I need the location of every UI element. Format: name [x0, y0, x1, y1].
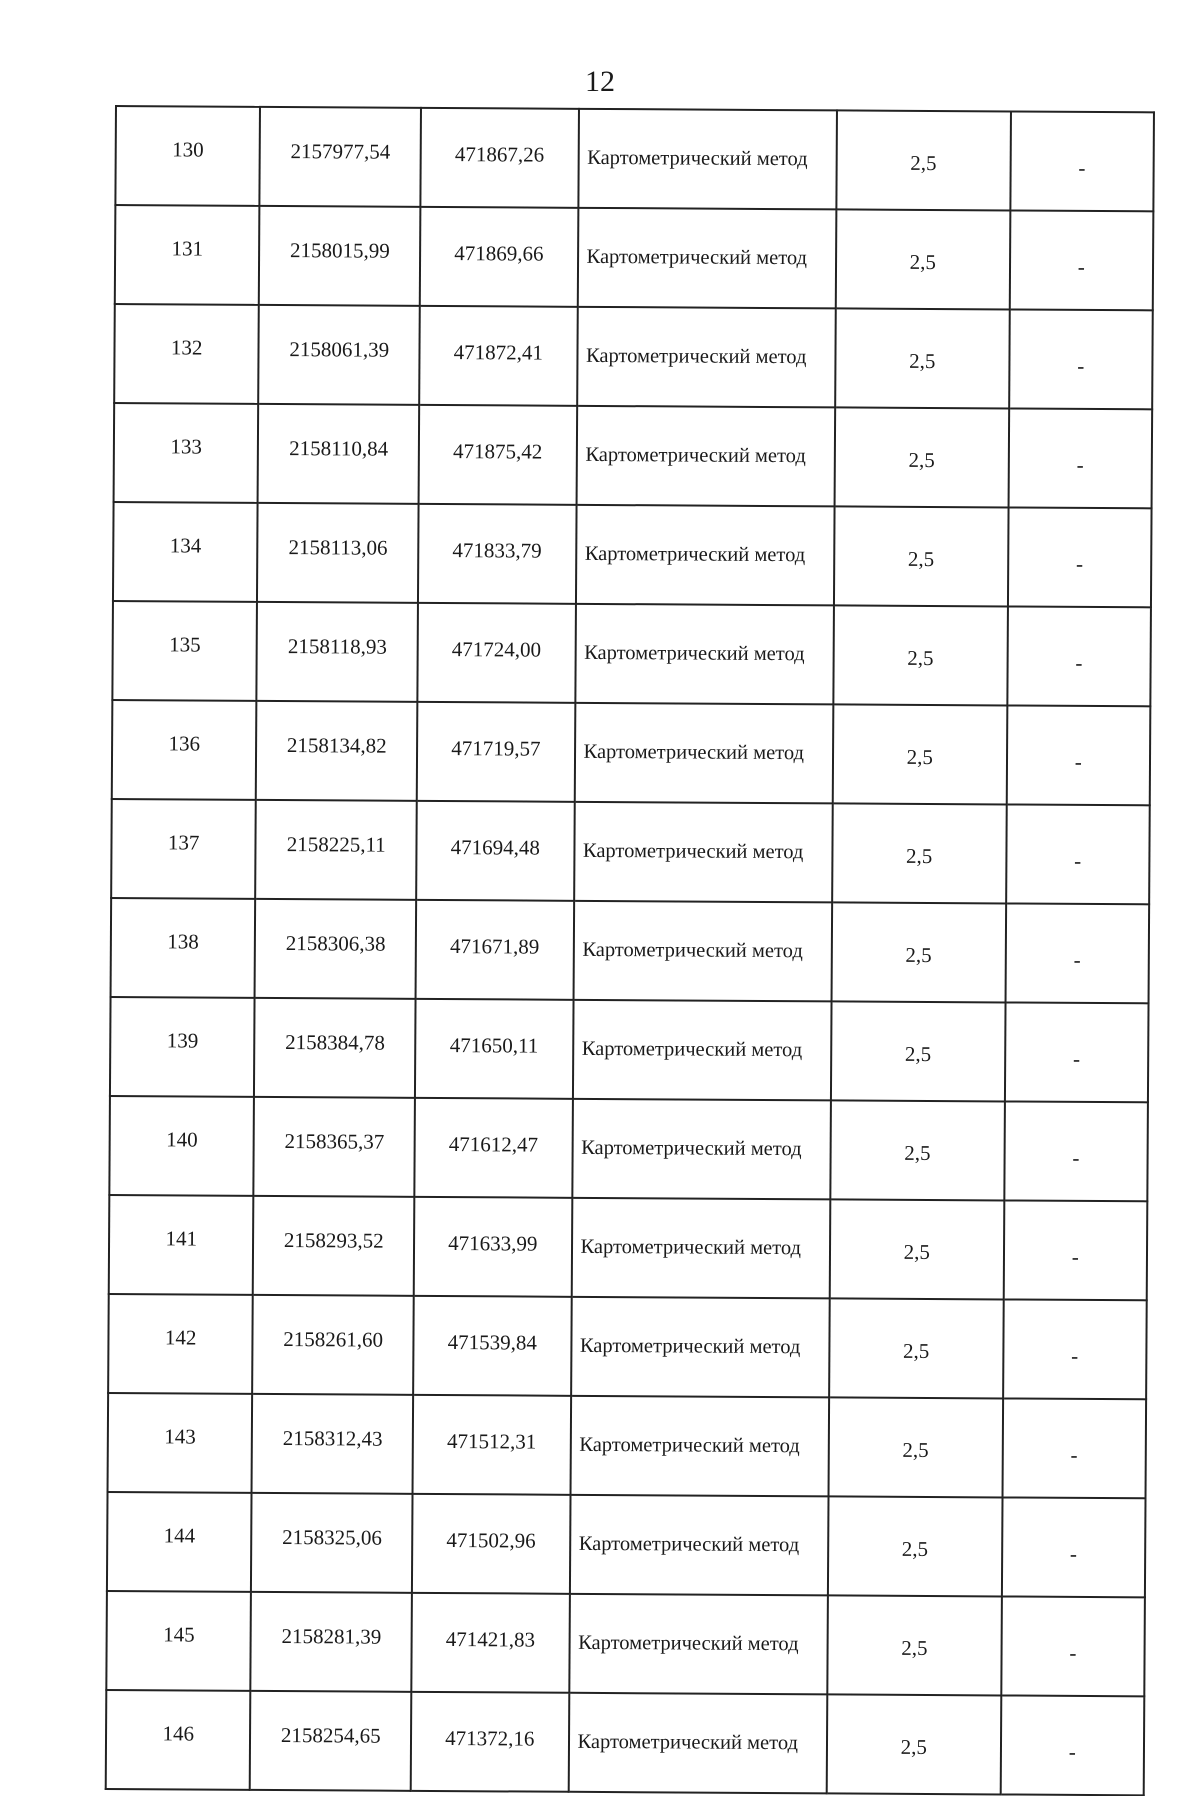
y-coordinate-cell: 471512,31 — [413, 1395, 571, 1495]
x-coordinate-cell: 2158110,84 — [258, 404, 419, 504]
y-coordinate-cell: 471612,47 — [414, 1098, 572, 1198]
point-number-cell: 146 — [106, 1690, 251, 1790]
method-cell: Картометрический метод — [571, 1297, 830, 1398]
method-cell: Картометрический метод — [570, 1396, 829, 1497]
method-cell: Картометрический метод — [577, 307, 836, 408]
point-number-cell: 134 — [113, 502, 258, 602]
description-cell: - — [1005, 903, 1149, 1003]
table-row — [108, 1294, 1147, 1399]
accuracy-cell: 2,5 — [827, 1595, 1001, 1695]
method-cell: Картометрический метод — [572, 1099, 831, 1200]
table-row — [109, 1096, 1148, 1201]
x-coordinate-cell: 2158261,60 — [253, 1295, 414, 1395]
x-coordinate-cell: 2158365,37 — [254, 1097, 415, 1197]
x-coordinate-cell: 2158293,52 — [253, 1196, 414, 1296]
method-cell: Картометрический метод — [578, 109, 837, 210]
y-coordinate-cell: 471867,26 — [420, 108, 578, 208]
description-cell: - — [1005, 1002, 1149, 1102]
description-cell: - — [1009, 309, 1153, 409]
y-coordinate-cell: 471875,42 — [419, 405, 577, 505]
table-row — [106, 1591, 1145, 1696]
x-coordinate-cell: 2158325,06 — [251, 1493, 412, 1593]
point-number-cell: 131 — [115, 205, 260, 305]
accuracy-cell: 2,5 — [834, 407, 1008, 507]
description-cell: - — [1010, 111, 1154, 211]
accuracy-cell: 2,5 — [828, 1496, 1002, 1596]
x-coordinate-cell: 2158134,82 — [256, 701, 417, 801]
description-cell: - — [1004, 1101, 1148, 1201]
table-row — [112, 601, 1151, 706]
table-row — [107, 1492, 1146, 1597]
description-cell: - — [1002, 1497, 1146, 1597]
point-number-cell: 144 — [107, 1492, 252, 1592]
table-row — [111, 799, 1150, 904]
y-coordinate-cell: 471872,41 — [419, 306, 577, 406]
y-coordinate-cell: 471539,84 — [413, 1296, 571, 1396]
y-coordinate-cell: 471869,66 — [420, 207, 578, 307]
accuracy-cell: 2,5 — [830, 1199, 1004, 1299]
y-coordinate-cell: 471421,83 — [411, 1593, 569, 1693]
point-number-cell: 137 — [111, 799, 256, 899]
accuracy-cell: 2,5 — [829, 1298, 1003, 1398]
description-cell: - — [1007, 606, 1151, 706]
table-row — [114, 304, 1153, 409]
point-number-cell: 143 — [108, 1393, 253, 1493]
point-number-cell: 136 — [112, 700, 257, 800]
description-cell: - — [1008, 408, 1152, 508]
table-row — [106, 1690, 1145, 1795]
description-cell: - — [1002, 1398, 1146, 1498]
y-coordinate-cell: 471671,89 — [416, 900, 574, 1000]
point-number-cell: 145 — [106, 1591, 251, 1691]
x-coordinate-cell: 2158306,38 — [255, 899, 416, 999]
table-row — [115, 106, 1154, 211]
y-coordinate-cell: 471833,79 — [418, 504, 576, 604]
accuracy-cell: 2,5 — [833, 704, 1007, 804]
accuracy-cell: 2,5 — [828, 1397, 1002, 1497]
y-coordinate-cell: 471372,16 — [411, 1692, 569, 1792]
method-cell: Картометрический метод — [577, 208, 836, 309]
point-number-cell: 142 — [108, 1294, 253, 1394]
y-coordinate-cell: 471719,57 — [417, 702, 575, 802]
coordinates-table-body — [106, 106, 1154, 1795]
y-coordinate-cell: 471694,48 — [416, 801, 574, 901]
description-cell: - — [1008, 507, 1152, 607]
x-coordinate-cell: 2158384,78 — [254, 998, 415, 1098]
point-number-cell: 139 — [110, 997, 255, 1097]
table-row — [114, 403, 1153, 508]
y-coordinate-cell: 471502,96 — [412, 1494, 570, 1594]
table-row — [113, 502, 1152, 607]
accuracy-cell: 2,5 — [836, 209, 1010, 309]
description-cell: - — [1003, 1200, 1147, 1300]
table-row — [110, 997, 1149, 1102]
method-cell: Картометрический метод — [573, 901, 832, 1002]
method-cell: Картометрический метод — [569, 1594, 828, 1695]
table-row — [111, 898, 1150, 1003]
x-coordinate-cell: 2158281,39 — [251, 1592, 412, 1692]
x-coordinate-cell: 2158254,65 — [250, 1691, 411, 1791]
point-number-cell: 132 — [114, 304, 259, 404]
method-cell: Картометрический метод — [568, 1693, 827, 1794]
table-row — [112, 700, 1151, 805]
accuracy-cell: 2,5 — [827, 1694, 1001, 1794]
accuracy-cell: 2,5 — [831, 902, 1005, 1002]
x-coordinate-cell: 2158118,93 — [257, 602, 418, 702]
method-cell: Картометрический метод — [575, 604, 834, 705]
point-number-cell: 133 — [114, 403, 259, 503]
method-cell: Картометрический метод — [575, 505, 834, 606]
x-coordinate-cell: 2158312,43 — [252, 1394, 413, 1494]
method-cell: Картометрический метод — [574, 802, 833, 903]
description-cell: - — [1003, 1299, 1147, 1399]
coordinates-table — [105, 105, 1155, 1796]
x-coordinate-cell: 2157977,54 — [260, 107, 421, 207]
accuracy-cell: 2,5 — [831, 1001, 1005, 1101]
point-number-cell: 135 — [112, 601, 257, 701]
table-row — [108, 1393, 1147, 1498]
accuracy-cell: 2,5 — [833, 605, 1007, 705]
table-row — [115, 205, 1154, 310]
accuracy-cell: 2,5 — [832, 803, 1006, 903]
description-cell: - — [1006, 705, 1150, 805]
description-cell: - — [1001, 1596, 1145, 1696]
accuracy-cell: 2,5 — [835, 308, 1009, 408]
point-number-cell: 140 — [109, 1096, 254, 1196]
point-number-cell: 130 — [115, 106, 260, 206]
method-cell: Картометрический метод — [569, 1495, 828, 1596]
accuracy-cell: 2,5 — [834, 506, 1008, 606]
accuracy-cell: 2,5 — [830, 1100, 1004, 1200]
method-cell: Картометрический метод — [576, 406, 835, 507]
description-cell: - — [1009, 210, 1153, 310]
y-coordinate-cell: 471724,00 — [417, 603, 575, 703]
x-coordinate-cell: 2158113,06 — [257, 503, 418, 603]
method-cell: Картометрический метод — [574, 703, 833, 804]
accuracy-cell: 2,5 — [836, 110, 1010, 210]
method-cell: Картометрический метод — [571, 1198, 830, 1299]
table-row — [109, 1195, 1148, 1300]
description-cell: - — [1006, 804, 1150, 904]
method-cell: Картометрический метод — [572, 1000, 831, 1101]
page-number: 12 — [585, 65, 615, 98]
description-cell: - — [1000, 1695, 1144, 1795]
y-coordinate-cell: 471650,11 — [415, 999, 573, 1099]
y-coordinate-cell: 471633,99 — [414, 1197, 572, 1297]
x-coordinate-cell: 2158015,99 — [259, 206, 420, 306]
x-coordinate-cell: 2158225,11 — [256, 800, 417, 900]
point-number-cell: 138 — [111, 898, 256, 998]
point-number-cell: 141 — [109, 1195, 254, 1295]
x-coordinate-cell: 2158061,39 — [259, 305, 420, 405]
